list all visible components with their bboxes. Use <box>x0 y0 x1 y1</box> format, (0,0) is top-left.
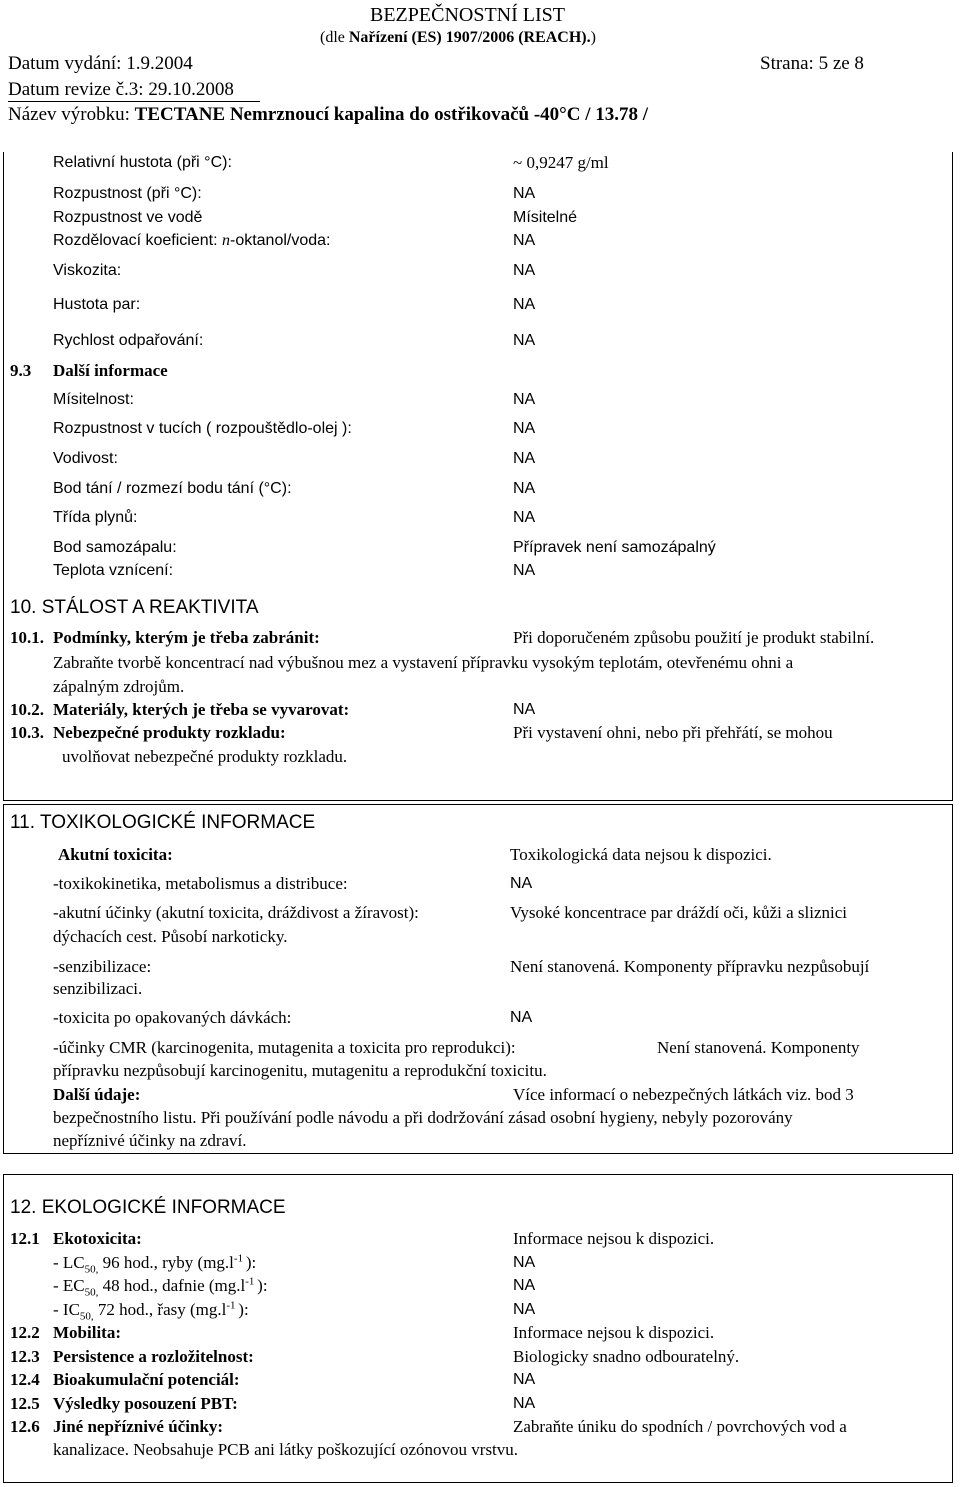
regulation-suffix: ) <box>590 29 596 46</box>
prop-value-0: ~ 0,9247 g/ml <box>513 153 609 172</box>
s11-tk-value: NA <box>510 875 533 892</box>
prop-label-0: Relativní hustota (při °C): <box>53 154 232 171</box>
ic-prefix: - IC <box>53 1300 80 1319</box>
s93-label-1: Rozpustnost v tucích ( rozpouštědlo-olej ): <box>53 420 352 437</box>
ic-sub: 50, <box>79 1310 94 1323</box>
product-name: TECTANE Nemrznoucí kapalina do ostřikovačů -40°C / 13.78 / <box>134 104 649 125</box>
s93-label-5: Bod samozápalu: <box>53 539 177 556</box>
s12-ic-label <box>53 1299 249 1323</box>
ec-prefix: - EC <box>53 1276 85 1295</box>
s11-ae-value: Vysoké koncentrace par dráždí oči, kůži a sliznici <box>510 903 848 922</box>
prop-label-1: Rozpustnost (při °C): <box>53 185 202 202</box>
s10-r2-value: NA <box>513 701 536 718</box>
s12-r4-value: NA <box>513 1371 536 1388</box>
lc-text: 96 hod., ryby (mg.l <box>98 1253 234 1272</box>
s12-r6-value: Zabraňte úniku do spodních / povrchových vod a <box>513 1417 847 1436</box>
s93-value-0: NA <box>513 391 536 408</box>
s93-title: Další informace <box>53 361 168 380</box>
s12-r2-num: 12.2 <box>10 1323 40 1342</box>
s93-label-0: Mísitelnost: <box>53 391 134 408</box>
s12-r4-label: Bioakumulační potenciál: <box>53 1370 240 1389</box>
s12-r3-value: Biologicky snadno odbouratelný. <box>513 1347 740 1366</box>
s10-title: 10. STÁLOST A REAKTIVITA <box>10 597 259 618</box>
s93-number: 9.3 <box>10 361 32 380</box>
s93-value-6: NA <box>513 562 536 579</box>
s12-r6-num: 12.6 <box>10 1417 40 1436</box>
s11-more-cont1: bezpečnostního listu. Při používání podle návodu a při dodržování zásad osobní hygieny, nebyly pozorovány <box>53 1108 793 1127</box>
s93-label-2: Vodivost: <box>53 450 118 467</box>
s11-cmr-cont: přípravku nezpůsobují karcinogenitu, mutagenitu a reprodukční toxicitu. <box>53 1061 547 1080</box>
s12-r1-value: Informace nejsou k dispozici. <box>513 1229 715 1248</box>
s93-value-4: NA <box>513 509 536 526</box>
s11-sens-label: -senzibilizace: <box>53 957 152 976</box>
s11-ae-label: -akutní účinky (akutní toxicita, dráždivost a žíravost): <box>53 903 419 922</box>
ic-sup: -1 <box>226 1299 239 1312</box>
issue-date: Datum vydání: 1.9.2004 <box>8 53 193 74</box>
prop-value-3: NA <box>513 232 536 249</box>
product-label: Název výrobku: <box>8 104 135 125</box>
lc-sup: -1 <box>233 1252 246 1265</box>
prop-value-1: NA <box>513 185 536 202</box>
s12-ec-label <box>53 1275 268 1299</box>
prop-value-5: NA <box>513 296 536 313</box>
s11-sens-value: Není stanovená. Komponenty přípravku nezpůsobují <box>510 957 870 976</box>
partition-label-b: -oktanol/voda: <box>229 232 331 249</box>
s10-r3-label: Nebezpečné produkty rozkladu: <box>53 723 286 742</box>
s11-sens-cont: senzibilizaci. <box>53 979 143 998</box>
prop-label-5: Hustota par: <box>53 296 141 313</box>
s10-r1-cont1: Zabraňte tvorbě koncentrací nad výbušnou mez a vystavení přípravku vysokým teplotám, otevřenému ohni a <box>53 653 794 672</box>
s11-rep-value: NA <box>510 1009 533 1026</box>
s93-value-2: NA <box>513 450 536 467</box>
prop-label-3 <box>53 231 331 251</box>
s12-r2-value: Informace nejsou k dispozici. <box>513 1323 715 1342</box>
prop-label-4: Viskozita: <box>53 262 122 279</box>
prop-value-2: Mísitelné <box>513 209 578 226</box>
s11-cmr-label: -účinky CMR (karcinogenita, mutagenita a toxicita pro reprodukci): <box>53 1038 516 1057</box>
prop-label-6: Rychlost odpařování: <box>53 332 204 349</box>
s12-r5-label: Výsledky posouzení PBT: <box>53 1394 238 1413</box>
regulation-name: Nařízení (ES) 1907/2006 (REACH). <box>348 29 591 46</box>
lc-end: ): <box>245 1253 257 1272</box>
partition-label-n: n <box>221 232 230 249</box>
s11-tk-label: -toxikokinetika, metabolismus a distribuce: <box>53 874 348 893</box>
regulation-line <box>320 28 596 48</box>
s93-label-4: Třída plynů: <box>53 509 138 526</box>
ec-sub: 50, <box>84 1286 99 1299</box>
revision-date: Datum revize č.3: 29.10.2008 <box>8 79 234 100</box>
s10-r3-value: Při vystavení ohni, nebo při přehřátí, se mohou <box>513 723 833 742</box>
s93-value-5: Přípravek není samozápalný <box>513 539 716 556</box>
s12-r1-label: Ekotoxicita: <box>53 1229 142 1248</box>
s11-rep-label: -toxicita po opakovaných dávkách: <box>53 1008 292 1027</box>
prop-value-6: NA <box>513 332 536 349</box>
s12-ic-value: NA <box>513 1301 536 1318</box>
product-line <box>8 105 648 125</box>
s12-r6-cont: kanalizace. Neobsahuje PCB ani látky poškozující ozónovou vrstvu. <box>53 1440 519 1459</box>
s10-r1-label: Podmínky, kterým je třeba zabránit: <box>53 628 320 647</box>
lc-prefix: - LC <box>53 1253 85 1272</box>
s12-r2-label: Mobilita: <box>53 1323 121 1342</box>
s11-acute-label: Akutní toxicita: <box>58 845 173 864</box>
s12-title: 12. EKOLOGICKÉ INFORMACE <box>10 1197 286 1218</box>
s12-ec-value: NA <box>513 1277 536 1294</box>
regulation-prefix: (dle <box>320 29 349 46</box>
ic-text: 72 hod., řasy (mg.l <box>93 1300 227 1319</box>
s10-r2-label: Materiály, kterých je třeba se vyvarovat: <box>53 700 350 719</box>
s12-r4-num: 12.4 <box>10 1370 40 1389</box>
s12-r1-num: 12.1 <box>10 1229 40 1248</box>
s12-lc-label <box>53 1252 257 1276</box>
s12-r3-num: 12.3 <box>10 1347 40 1366</box>
s11-more-value: Více informací o nebezpečných látkách viz. bod 3 <box>513 1085 854 1104</box>
s11-acute-value: Toxikologická data nejsou k dispozici. <box>510 845 772 864</box>
s10-r1-cont2: zápalným zdrojům. <box>53 677 185 696</box>
s10-r2-num: 10.2. <box>10 700 44 719</box>
s11-more-label: Další údaje: <box>53 1085 141 1104</box>
page-number: Strana: 5 ze 8 <box>760 53 864 74</box>
s11-more-cont2: nepříznivé účinky na zdraví. <box>53 1131 247 1150</box>
s10-r3-cont: uvolňovat nebezpečné produkty rozkladu. <box>62 747 348 766</box>
partition-label-a: Rozdělovací koeficient: <box>53 232 222 249</box>
s12-r3-label: Persistence a rozložitelnost: <box>53 1347 254 1366</box>
s10-r1-num: 10.1. <box>10 628 44 647</box>
s10-r3-num: 10.3. <box>10 723 44 742</box>
s11-title: 11. TOXIKOLOGICKÉ INFORMACE <box>10 812 316 833</box>
s11-cmr-value: Není stanovená. Komponenty <box>657 1038 860 1057</box>
ec-end: ): <box>257 1276 268 1295</box>
s12-lc-value: NA <box>513 1254 536 1271</box>
s93-label-3: Bod tání / rozmezí bodu tání (°C): <box>53 480 292 497</box>
s11-ae-cont: dýchacích cest. Působí narkoticky. <box>53 927 288 946</box>
s12-r5-value: NA <box>513 1395 536 1412</box>
s12-r5-num: 12.5 <box>10 1394 40 1413</box>
ic-end: ): <box>238 1300 249 1319</box>
prop-label-2: Rozpustnost ve vodě <box>53 209 203 226</box>
s93-value-3: NA <box>513 480 536 497</box>
lc-sub: 50, <box>84 1263 99 1276</box>
s10-r1-value: Při doporučeném způsobu použití je produkt stabilní. <box>513 628 875 647</box>
s93-label-6: Teplota vznícení: <box>53 562 174 579</box>
s12-r6-label: Jiné nepříznivé účinky: <box>53 1417 224 1436</box>
document-title: BEZPEČNOSTNÍ LIST <box>370 4 565 26</box>
prop-value-4: NA <box>513 262 536 279</box>
s93-value-1: NA <box>513 420 536 437</box>
ec-text: 48 hod., dafnie (mg.l <box>98 1276 246 1295</box>
ec-sup: -1 <box>245 1275 258 1288</box>
